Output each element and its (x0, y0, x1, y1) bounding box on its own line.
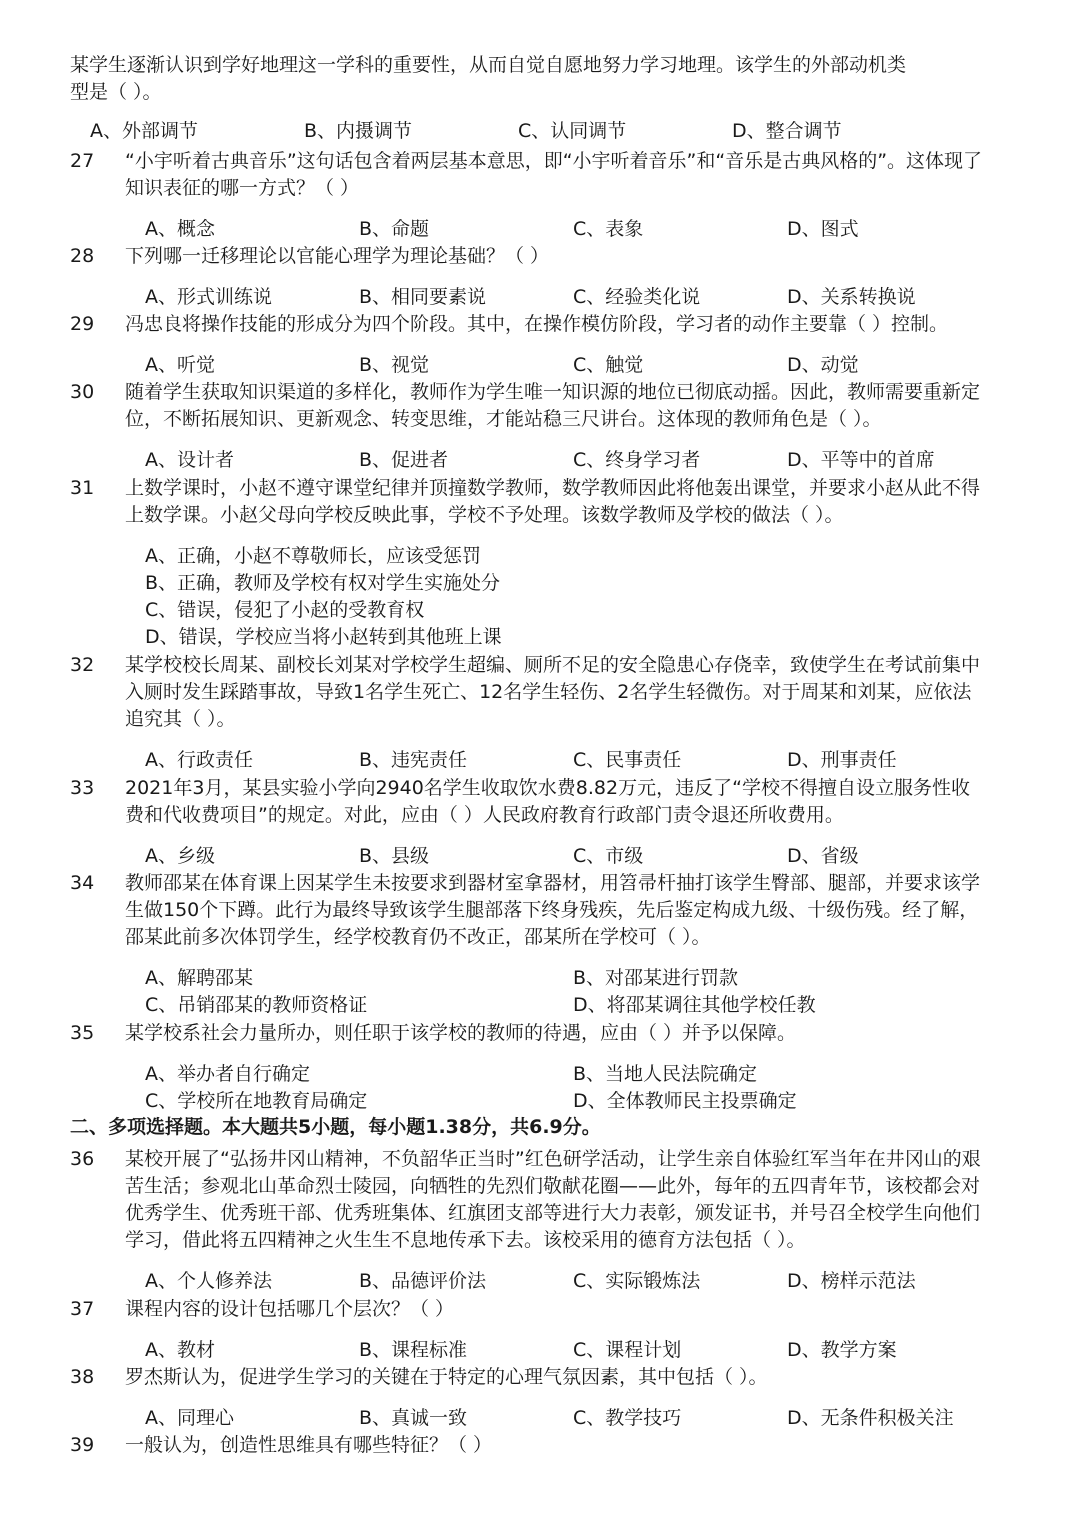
option-c[interactable]: C、经验类化说 (573, 286, 701, 308)
option-d[interactable]: D、刑事责任 (787, 749, 897, 771)
question-stem: 某校开展了“弘扬井冈山精神，不负韶华正当时”红色研学活动，让学生亲自体验红军当年在井冈山的艰苦生活；参观北山革命烈士陵园，向牺牲的先烈们敬献花圈——此外，每年的五四青年节，该校都会对优秀学生、优秀班干部、优秀班集体、红旗团支部等进行大力表彰，颁发证书，并号召全校学生向他们学习，借此将五四精神之火生生不息地传承下去。该校采用的德育方法包括（ ）。 (125, 1148, 981, 1251)
option-d[interactable]: D、将邵某调往其他学校任教 (573, 994, 816, 1016)
options (145, 447, 985, 474)
option-d[interactable]: D、榜样示范法 (787, 1270, 916, 1292)
option-c[interactable]: C、认同调节 (518, 120, 627, 142)
option-c[interactable]: C、民事责任 (573, 749, 682, 771)
option-b[interactable]: B、促进者 (359, 449, 449, 471)
option-b[interactable]: B、当地人民法院确定 (573, 1063, 758, 1085)
option-a[interactable]: A、设计者 (145, 449, 234, 471)
question-35 (70, 1020, 985, 1115)
question-36 (70, 1146, 985, 1295)
options (145, 352, 985, 379)
option-b[interactable]: B、相同要素说 (359, 286, 487, 308)
question-30 (70, 379, 985, 474)
option-c[interactable]: C、市级 (573, 845, 644, 867)
question-number: 30 (70, 381, 95, 403)
option-d[interactable]: D、整合调节 (732, 120, 842, 142)
option-a[interactable]: A、正确，小赵不尊敬师长，应该受惩罚 (145, 545, 481, 567)
option-a[interactable]: A、概念 (145, 218, 215, 240)
question-stem: “小宇听着古典音乐”这句话包含着两层基本意思，即“小宇听着音乐”和“音乐是古典风格的”。这体现了知识表征的哪一方式？（ ） (125, 150, 983, 199)
option-b[interactable]: B、对邵某进行罚款 (573, 967, 739, 989)
question-31 (70, 475, 985, 651)
question-34 (70, 870, 985, 1019)
question-number: 28 (70, 245, 95, 267)
options (145, 747, 985, 774)
option-a[interactable]: A、同理心 (145, 1407, 234, 1429)
question-number: 32 (70, 654, 95, 676)
options (145, 284, 985, 311)
question-39 (70, 1432, 985, 1459)
question-28 (70, 243, 985, 311)
question-33 (70, 775, 985, 870)
question-27 (70, 148, 985, 243)
option-d[interactable]: D、全体教师民主投票确定 (573, 1090, 797, 1112)
option-c[interactable]: C、吊销邵某的教师资格证 (145, 994, 368, 1016)
question-stem: 罗杰斯认为，促进学生学习的关键在于特定的心理气氛因素，其中包括（ ）。 (125, 1366, 768, 1388)
option-b[interactable]: B、县级 (359, 845, 430, 867)
options (145, 216, 985, 243)
option-d[interactable]: D、关系转换说 (787, 286, 916, 308)
question-38 (70, 1364, 985, 1432)
question-number: 38 (70, 1366, 95, 1388)
options (90, 118, 985, 145)
options (145, 1337, 985, 1364)
option-a[interactable]: A、听觉 (145, 354, 215, 376)
question-26 (70, 52, 985, 145)
question-stem: 教师邵某在体育课上因某学生未按要求到器材室拿器材，用笤帚杆抽打该学生臀部、腿部，并要求该学生做150个下蹲。此行为最终导致该学生腿部落下终身残疾，先后鉴定构成九级、十级伤残。经了解，邵某此前多次体罚学生，经学校教育仍不改正，邵某所在学校可（ ）。 (125, 872, 981, 948)
option-c[interactable]: C、实际锻炼法 (573, 1270, 701, 1292)
option-c[interactable]: C、终身学习者 (573, 449, 701, 471)
option-a[interactable]: A、教材 (145, 1339, 215, 1361)
options (145, 1268, 985, 1295)
option-a[interactable]: A、乡级 (145, 845, 215, 867)
option-a[interactable]: A、行政责任 (145, 749, 253, 771)
question-stem: 某学校校长周某、副校长刘某对学校学生超编、厕所不足的安全隐患心存侥幸，致使学生在考试前集中入厕时发生踩踏事故，导致1名学生死亡、12名学生轻伤、2名学生轻微伤。对于周某和刘某，应依法追究其（ ）。 (125, 654, 981, 730)
options (145, 965, 985, 1019)
question-stem: 上数学课时，小赵不遵守课堂纪律并顶撞数学教师，数学教师因此将他轰出课堂，并要求小赵从此不得上数学课。小赵父母向学校反映此事，学校不予处理。该数学教师及学校的做法（ ）。 (125, 477, 981, 526)
question-stem: 冯忠良将操作技能的形成分为四个阶段。其中，在操作模仿阶段，学习者的动作主要靠（ ）控制。 (125, 313, 949, 335)
question-number: 31 (70, 477, 95, 499)
option-b[interactable]: B、品德评价法 (359, 1270, 487, 1292)
option-a[interactable]: A、形式训练说 (145, 286, 272, 308)
option-d[interactable]: D、教学方案 (787, 1339, 897, 1361)
question-stem: 课程内容的设计包括哪几个层次？（ ） (125, 1298, 455, 1320)
question-number: 29 (70, 313, 95, 335)
question-29 (70, 311, 985, 379)
question-number: 36 (70, 1148, 95, 1170)
question-number: 33 (70, 777, 95, 799)
question-number: 35 (70, 1022, 95, 1044)
options (145, 843, 985, 870)
question-stem: 下列哪一迁移理论以官能心理学为理论基础？（ ） (125, 245, 550, 267)
option-d[interactable]: D、省级 (787, 845, 859, 867)
question-stem: 某学生逐渐认识到学好地理这一学科的重要性，从而自觉自愿地努力学习地理。该学生的外部动机类型是（ ）。 (70, 54, 907, 103)
option-c[interactable]: C、学校所在地教育局确定 (145, 1090, 368, 1112)
option-b[interactable]: B、内摄调节 (304, 120, 413, 142)
option-c[interactable]: C、课程计划 (573, 1339, 682, 1361)
option-d[interactable]: D、无条件积极关注 (787, 1407, 954, 1429)
option-a[interactable]: A、解聘邵某 (145, 967, 253, 989)
option-c[interactable]: C、触觉 (573, 354, 644, 376)
option-d[interactable]: D、图式 (787, 218, 859, 240)
options (145, 1405, 985, 1432)
question-number: 37 (70, 1298, 95, 1320)
option-b[interactable]: B、真诚一致 (359, 1407, 468, 1429)
option-a[interactable]: A、个人修养法 (145, 1270, 272, 1292)
section-heading: 二、多项选择题。本大题共5小题，每小题1.38分，共6.9分。 (70, 1116, 601, 1138)
option-b[interactable]: B、正确，教师及学校有权对学生实施处分 (145, 572, 501, 594)
question-stem: 随着学生获取知识渠道的多样化，教师作为学生唯一知识源的地位已彻底动摇。因此，教师需要重新定位，不断拓展知识、更新观念、转变思维，才能站稳三尺讲台。这体现的教师角色是（ ）。 (125, 381, 981, 430)
option-c[interactable]: C、教学技巧 (573, 1407, 682, 1429)
option-d[interactable]: D、动觉 (787, 354, 859, 376)
question-stem: 2021年3月，某县实验小学向2940名学生收取饮水费8.82万元，违反了“学校不得擅自设立服务性收费和代收费项目”的规定。对此，应由（ ）人民政府教育行政部门责令退还所收费用。 (125, 777, 970, 826)
question-32 (70, 652, 985, 774)
option-c[interactable]: C、错误，侵犯了小赵的受教育权 (145, 599, 425, 621)
option-d[interactable]: D、错误，学校应当将小赵转到其他班上课 (145, 626, 502, 648)
option-a[interactable]: A、外部调节 (90, 120, 198, 142)
question-number: 39 (70, 1434, 95, 1456)
option-b[interactable]: B、课程标准 (359, 1339, 468, 1361)
option-a[interactable]: A、举办者自行确定 (145, 1063, 310, 1085)
option-c[interactable]: C、表象 (573, 218, 644, 240)
question-number: 27 (70, 150, 95, 172)
option-b[interactable]: B、视觉 (359, 354, 430, 376)
option-b[interactable]: B、违宪责任 (359, 749, 468, 771)
question-stem: 某学校系社会力量所办，则任职于该学校的教师的待遇，应由（ ）并予以保障。 (125, 1022, 797, 1044)
option-b[interactable]: B、命题 (359, 218, 430, 240)
question-stem: 一般认为，创造性思维具有哪些特征？（ ） (125, 1434, 493, 1456)
question-number: 34 (70, 872, 95, 894)
question-37 (70, 1296, 985, 1364)
option-d[interactable]: D、平等中的首席 (787, 449, 935, 471)
options (145, 543, 985, 651)
options (145, 1061, 985, 1115)
